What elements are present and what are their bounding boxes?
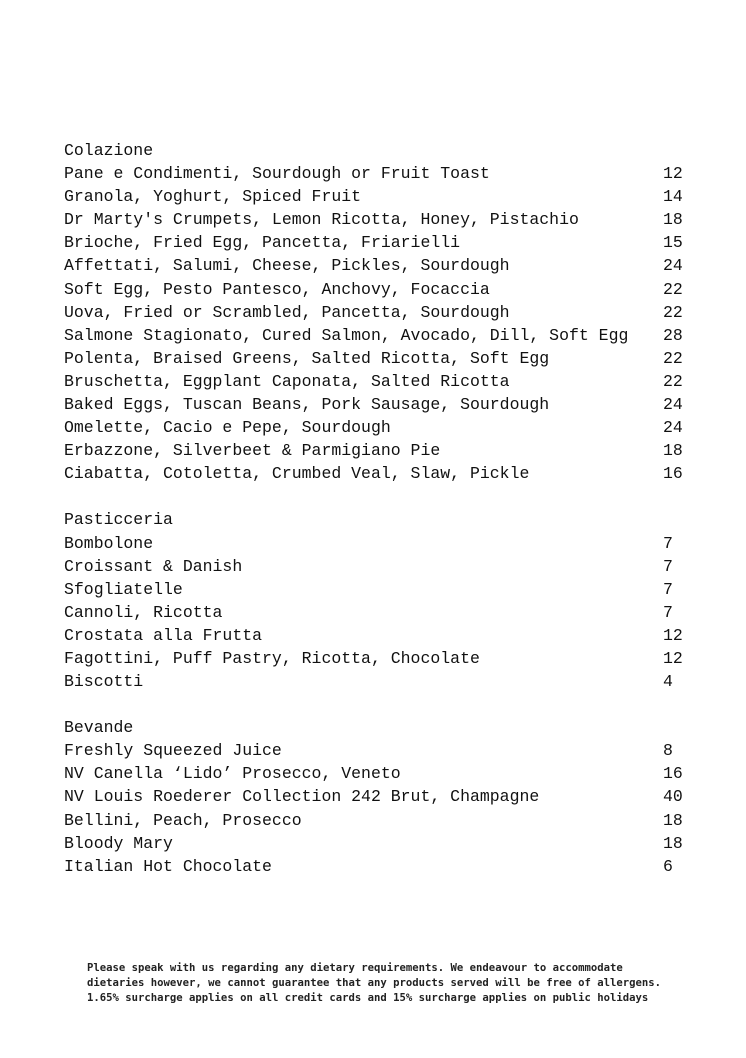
menu-item (64, 578, 704, 601)
menu-item (64, 832, 704, 855)
item-name: Baked Eggs, Tuscan Beans, Pork Sausage, Sourdough (64, 395, 550, 415)
item-price: 12 (663, 648, 683, 668)
item-name: Sfogliatelle (64, 579, 183, 599)
item-name: Cannoli, Ricotta (64, 602, 223, 622)
menu-item (64, 231, 704, 254)
item-price: 15 (663, 233, 683, 253)
item-price: 7 (663, 579, 673, 599)
menu-item (64, 370, 704, 393)
section-colazione (64, 139, 704, 485)
item-name: Crostata alla Frutta (64, 625, 263, 645)
menu-item (64, 462, 704, 485)
item-price: 22 (663, 348, 683, 368)
item-name: Soft Egg, Pesto Pantesco, Anchovy, Focaccia (64, 279, 490, 299)
item-price: 22 (663, 302, 683, 322)
item-name: Granola, Yoghurt, Spiced Fruit (64, 187, 362, 207)
item-name: Freshly Squeezed Juice (64, 741, 282, 761)
menu-item (64, 254, 704, 277)
menu-item (64, 647, 704, 670)
item-name: Omelette, Cacio e Pepe, Sourdough (64, 418, 391, 438)
item-price: 18 (663, 210, 683, 230)
item-name: Polenta, Braised Greens, Salted Ricotta, Soft Egg (64, 348, 550, 368)
item-price: 18 (663, 833, 683, 853)
menu-item (64, 809, 704, 832)
item-name: Pane e Condimenti, Sourdough or Fruit Toast (64, 164, 490, 184)
item-name: Erbazzone, Silverbeet & Parmigiano Pie (64, 441, 441, 461)
item-price: 16 (663, 764, 683, 784)
item-name: Uova, Fried or Scrambled, Pancetta, Sourdough (64, 302, 510, 322)
item-name: Croissant & Danish (64, 556, 243, 576)
item-price: 18 (663, 810, 683, 830)
item-name: Dr Marty's Crumpets, Lemon Ricotta, Honey, Pistachio (64, 210, 579, 230)
item-name: Affettati, Salumi, Cheese, Pickles, Sourdough (64, 256, 510, 276)
item-price: 18 (663, 441, 683, 461)
menu-item (64, 739, 704, 762)
item-name: Ciabatta, Cotoletta, Crumbed Veal, Slaw, Pickle (64, 464, 530, 484)
section-pasticceria (64, 508, 704, 693)
item-price: 22 (663, 279, 683, 299)
menu-item (64, 208, 704, 231)
item-name: Salmone Stagionato, Cured Salmon, Avocado, Dill, Soft Egg (64, 325, 629, 345)
menu-item (64, 185, 704, 208)
item-name: NV Louis Roederer Collection 242 Brut, Champagne (64, 787, 540, 807)
section-title: Pasticceria (64, 510, 173, 530)
item-price: 22 (663, 371, 683, 391)
item-price: 6 (663, 856, 673, 876)
item-price: 12 (663, 164, 683, 184)
item-price: 7 (663, 556, 673, 576)
menu-item (64, 439, 704, 462)
item-name: Bellini, Peach, Prosecco (64, 810, 302, 830)
dietary-note: Please speak with us regarding any dietary requirements. We endeavour to accommodate dietaries however, we cannot guarantee that any products served will be free of allergens. 1.65% surcharge applies on all credit cards and 15% surcharge applies on public holidays (87, 962, 662, 1004)
menu-item (64, 278, 704, 301)
item-price: 8 (663, 741, 673, 761)
item-price: 28 (663, 325, 683, 345)
menu-item (64, 624, 704, 647)
menu-item (64, 393, 704, 416)
item-price: 12 (663, 625, 683, 645)
item-price: 7 (663, 533, 673, 553)
item-name: Fagottini, Puff Pastry, Ricotta, Chocolate (64, 648, 480, 668)
item-name: Biscotti (64, 672, 144, 692)
item-price: 24 (663, 418, 683, 438)
item-price: 24 (663, 256, 683, 276)
item-price: 7 (663, 602, 673, 622)
item-name: Italian Hot Chocolate (64, 856, 272, 876)
item-name: Bloody Mary (64, 833, 173, 853)
menu-item (64, 532, 704, 555)
item-price: 14 (663, 187, 683, 207)
item-price: 40 (663, 787, 683, 807)
menu-item (64, 301, 704, 324)
item-name: Bombolone (64, 533, 154, 553)
menu-item (64, 416, 704, 439)
menu-item (64, 324, 704, 347)
menu-item (64, 347, 704, 370)
section-title: Bevande (64, 718, 134, 738)
item-name: Brioche, Fried Egg, Pancetta, Friarielli (64, 233, 461, 253)
item-price: 24 (663, 395, 683, 415)
item-name: NV Canella ‘Lido’ Prosecco, Veneto (64, 764, 401, 784)
menu-item (64, 762, 704, 785)
menu-item (64, 601, 704, 624)
item-price: 4 (663, 672, 673, 692)
menu-item (64, 162, 704, 185)
menu-item (64, 855, 704, 878)
menu-item (64, 670, 704, 693)
item-price: 16 (663, 464, 683, 484)
menu-item (64, 785, 704, 808)
section-bevande (64, 716, 704, 878)
section-title: Colazione (64, 141, 154, 160)
item-name: Bruschetta, Eggplant Caponata, Salted Ricotta (64, 371, 510, 391)
menu-item (64, 555, 704, 578)
menu-body (64, 139, 704, 901)
